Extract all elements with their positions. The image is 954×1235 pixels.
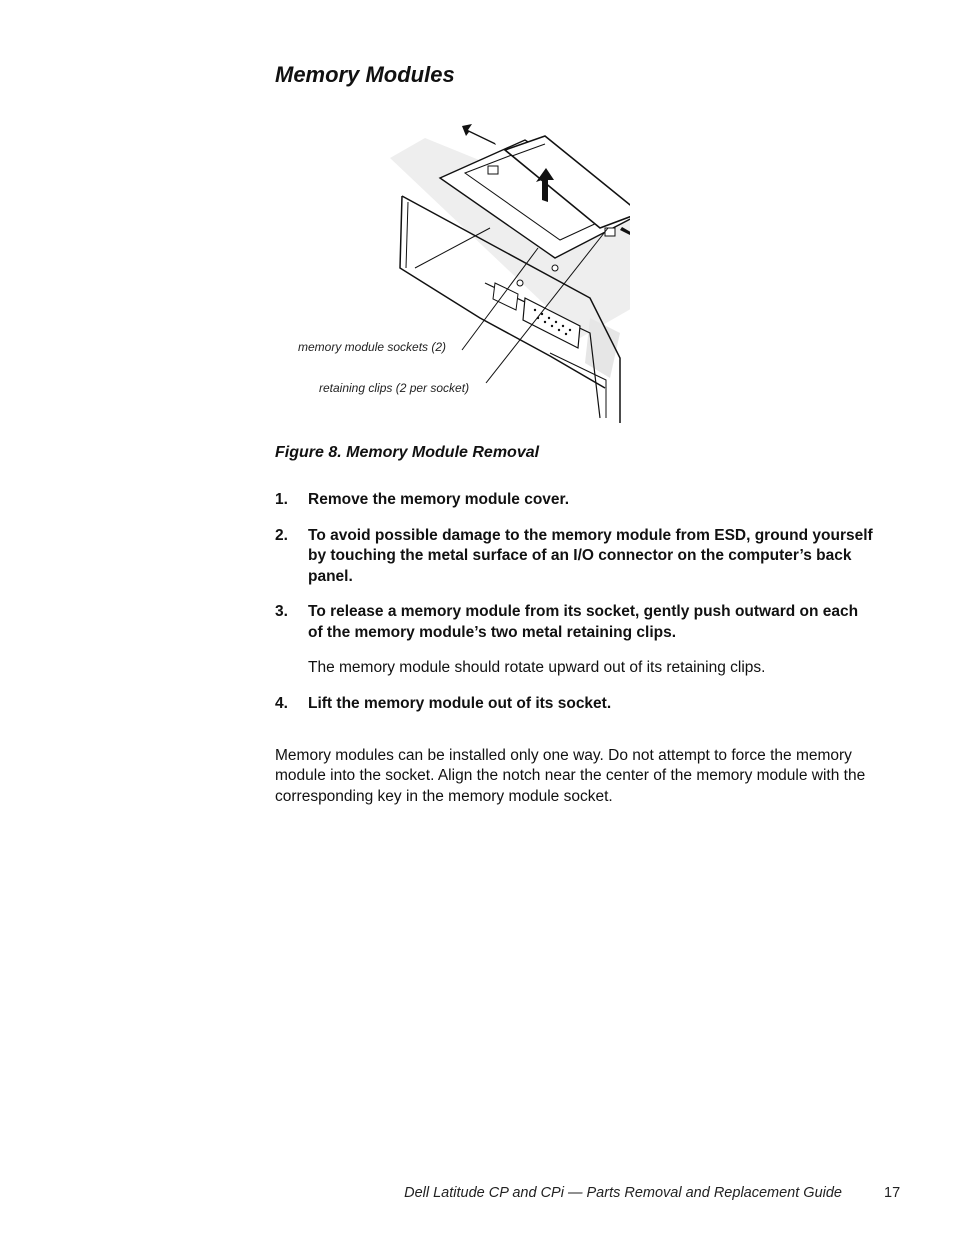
step-item (275, 526, 875, 588)
step-text: Remove the memory module cover. (308, 491, 570, 508)
step-item (275, 490, 875, 511)
procedure-steps (275, 490, 875, 729)
step-note: The memory module should rotate upward out of its retaining clips. (308, 659, 766, 676)
step-number: 2. (275, 526, 288, 544)
step-number: 4. (275, 694, 288, 712)
page-number: 17 (884, 1185, 901, 1201)
footer-title: Dell Latitude CP and CPi — Parts Removal and Replacement Guide (404, 1185, 842, 1201)
callout-memory-module-sockets: memory module sockets (2) (298, 340, 447, 354)
step-item (275, 602, 875, 679)
page-title: Memory Modules (275, 62, 455, 87)
step-text: Lift the memory module out of its socket. (308, 694, 612, 712)
step-number: 1. (275, 491, 288, 508)
callout-retaining-clips: retaining clips (2 per socket) (319, 381, 470, 395)
step-item (275, 694, 875, 715)
step-number: 3. (275, 603, 288, 620)
step-text: To avoid possible damage to the memory module from ESD, ground yourself by touching the metal surface of an I/O connector on the computer’s back panel. (308, 526, 873, 585)
figure-caption: Figure 8. Memory Module Removal (275, 444, 540, 461)
step-text: To release a memory module from its socket, gently push outward on each of the memory module’s two metal retaining clips. (308, 603, 859, 641)
body-paragraph: Memory modules can be installed only one way. Do not attempt to force the memory module into the socket. Align the notch near the center of the memory module with the corresponding key in the memory module socket. (275, 746, 866, 805)
